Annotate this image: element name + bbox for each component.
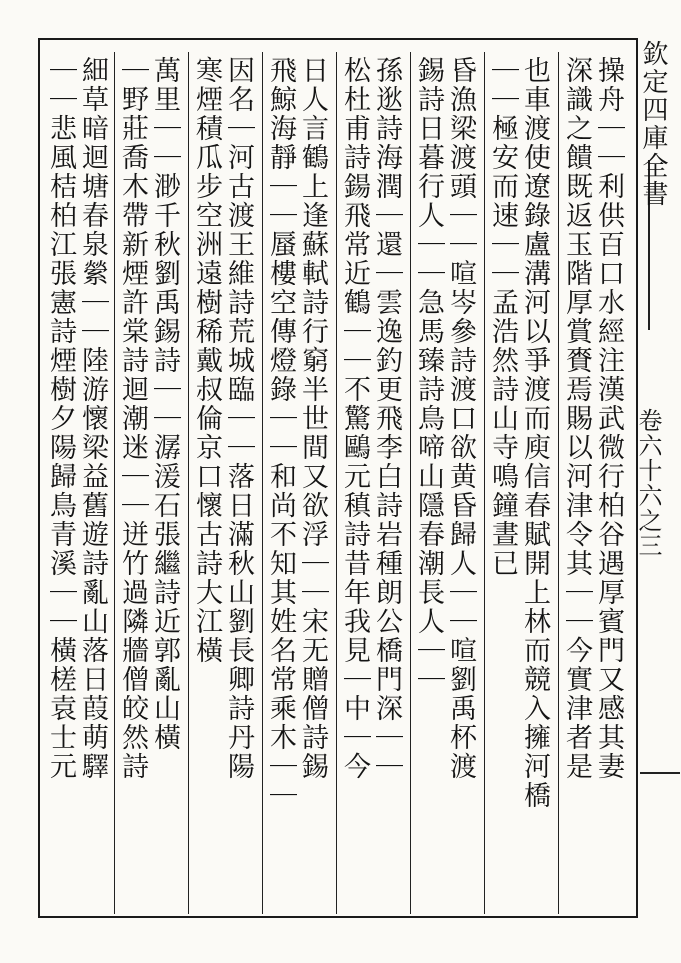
text-column-4: ｜｜極安而速｜｜孟浩然詩山寺鳴鐘晝已 [487,56,518,578]
column-rule [558,52,559,914]
text-column-5: 昏漁梁渡頭｜｜喧岑參詩渡口欲黄昏歸人｜｜喧劉禹杯渡 [445,56,476,781]
text-column-14: ｜野莊喬木帶新煙許棠詩迴潮迷｜｜迸竹過隣牆僧皎然詩 [117,56,148,781]
column-rule [188,52,189,914]
text-column-6: 錫詩日暮行人｜｜急馬臻詩鳥啼山隱春潮長人｜｜ [413,56,444,694]
text-column-9: 日人言鶴上逢蘇軾詩行窮半世間又欲浮｜｜宋无贈僧詩錫 [297,56,328,781]
text-column-3: 也車渡使遼錄盧溝河以爭渡而庾信春賦開上林而競入擁河橋 [519,56,550,810]
text-column-10: 飛鯨海靜｜｜蜃樓空傳燈錄｜｜和尚不知其姓名常乘木｜｜ [265,56,296,810]
text-column-11: 因名｜河古渡王維詩荒城臨｜｜落日滿秋山劉長卿詩丹陽 [223,56,254,781]
margin-title: 欽定四庫全書 [638,40,668,208]
text-column-13: 萬里｜｜渺千秋劉禹錫詩｜｜潺湲石張繼詩近郭亂山橫 [149,56,180,752]
column-rule [484,52,485,914]
text-column-7: 孫逖詩海潤｜還｜雲逸釣更飛李白詩岩種朗公橋門深｜｜ [371,56,402,781]
column-rule [114,52,115,914]
margin-mark [640,772,680,774]
column-rule [336,52,337,914]
text-column-8: 松杜甫詩鍚飛常近鶴｜｜不驚鷗元稹詩昔年我見｜中｜今 [339,56,370,781]
column-rule [410,52,411,914]
text-column-2: 深識之饋既返玉階厚賞賚焉賜以河津令其｜｜今實津者是 [561,56,592,781]
text-column-16: ｜｜悲風桔柏江張憲詩煙樹夕陽歸鳥青溪｜｜橫槎袁士元 [45,56,76,781]
volume-label: 卷六十六之三 [634,408,662,558]
text-column-12: 寒煙積瓜步空洲遠樹稀戴叔倫京口懷古詩大江橫 [191,56,222,665]
text-column-15: 細草暗迴塘春泉縈｜｜陸游懷梁益舊遊詩亂山落日葭萌驛 [77,56,108,781]
text-column-1: 操舟｜｜利供百口水經注漢武微行柏谷遇厚賓門又感其妻 [593,56,624,781]
column-rule [262,52,263,914]
